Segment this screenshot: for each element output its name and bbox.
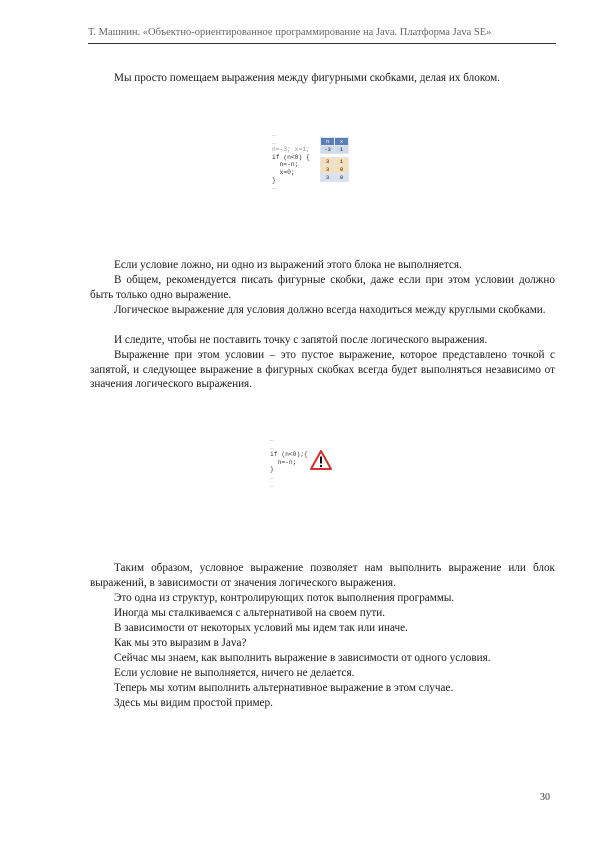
code-line: … [270, 481, 274, 489]
body-paragraph: Это одна из структур, контролирующих поток выполнения программы. [114, 592, 455, 604]
trace-cell: 3 [321, 174, 335, 182]
code-line: if (n<0);{ [270, 451, 308, 459]
intro-paragraph: Мы просто помещаем выражения между фигурными скобками, делая их блоком. [114, 72, 500, 84]
code-line: … [270, 473, 274, 481]
body-paragraph: Как мы это выразим в Java? [114, 637, 247, 649]
body-paragraph: Логическое выражение для условия должно всегда находиться между круглыми скобками. [114, 304, 546, 316]
trace-cell: 0 [335, 174, 349, 182]
variable-trace-table [320, 137, 349, 182]
code-line: … [272, 184, 276, 192]
code-line: x=0; [272, 168, 295, 176]
code-line: n=-3; x=1; [272, 146, 310, 154]
trace-header: x [335, 138, 349, 146]
code-figure-if-block [272, 131, 310, 192]
trace-cell: 1 [335, 158, 349, 166]
body-paragraph: В зависимости от некоторых условий мы идем так или иначе. [114, 622, 408, 634]
code-line: } [272, 176, 276, 184]
body-paragraph: Если условие не выполняется, ничего не делается. [114, 667, 355, 679]
code-line: … [270, 436, 274, 443]
trace-cell: 3 [321, 166, 335, 174]
trace-cell: 1 [335, 146, 349, 154]
running-header: Т. Машнин. «Объектно-ориентированное программирование на Java. Платформа Java SE» [88, 27, 492, 38]
body-paragraph: Если условие ложно, ни одно из выражений этого блока не выполняется. [114, 259, 462, 271]
body-paragraph: Выражение при этом условии – это пустое выражение, которое представлено точкой с запятой, и следующее выражение в фигурных скобках всегда будет выполняться независимо от значения логического выражения. [90, 349, 555, 391]
header-rule [88, 43, 556, 44]
body-paragraph: Таким образом, условное выражение позволяет нам выполнить выражение или блок выражений, в зависимости от значения логического выражения. [90, 562, 555, 589]
body-paragraph: И следите, чтобы не поставить точку с запятой после логического выражения. [114, 334, 488, 346]
code-line: … [272, 131, 276, 138]
code-line: } [270, 466, 274, 474]
code-figure-semicolon-error [270, 436, 308, 489]
code-line: … [272, 138, 276, 146]
code-line: n=-n; [272, 161, 299, 169]
body-paragraph: Сейчас мы знаем, как выполнить выражение в зависимости от одного условия. [114, 652, 491, 664]
body-paragraph: Здесь мы видим простой пример. [114, 697, 273, 709]
trace-cell: -3 [321, 146, 335, 154]
trace-header: n [321, 138, 335, 146]
trace-cell: 0 [335, 166, 349, 174]
page-number: 30 [540, 792, 550, 803]
body-paragraph: Иногда мы сталкиваемся с альтернативой на своем пути. [114, 607, 386, 619]
code-line: … [270, 443, 274, 451]
code-line: if (n<0) { [272, 153, 310, 161]
body-paragraph: В общем, рекомендуется писать фигурные скобки, даже если при этом условии должно быть только одно выражение. [90, 274, 555, 301]
code-line: n=-n; [270, 458, 297, 466]
warning-icon [310, 450, 332, 470]
trace-cell: 3 [321, 158, 335, 166]
body-paragraph: Теперь мы хотим выполнить альтернативное выражение в этом случае. [114, 682, 454, 694]
